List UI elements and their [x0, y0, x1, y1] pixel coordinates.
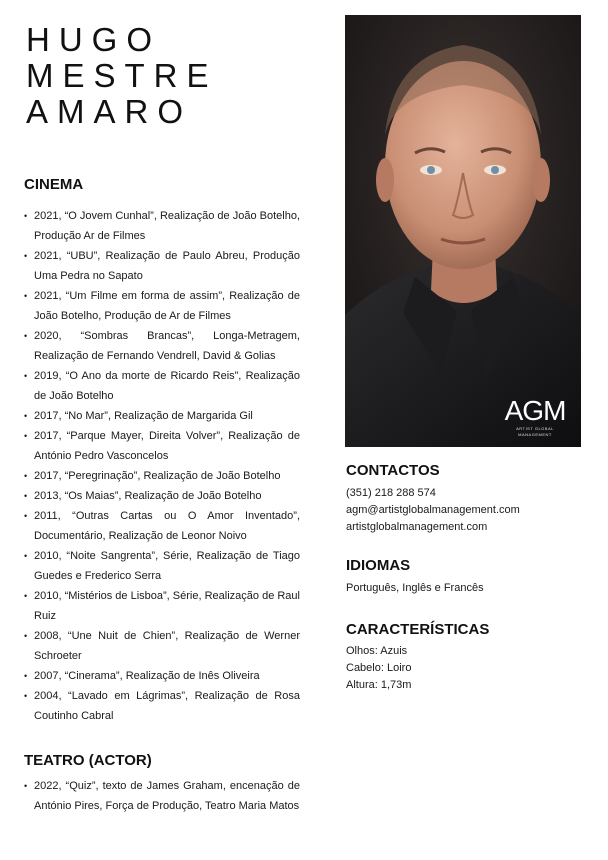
list-item: • 2017, “No Mar”, Realização de Margarida Gil — [24, 406, 300, 426]
list-item: • 2013, “Os Maias”, Realização de João Botelho — [24, 486, 300, 506]
list-item: • 2017, “Parque Mayer, Direita Volver”, Realização de António Pedro Vasconcelos — [24, 426, 300, 466]
height-value: Altura: 1,73m — [346, 679, 412, 691]
caracteristicas-heading: CARACTERÍSTICAS — [346, 621, 490, 638]
list-item: • 2007, “Cinerama”, Realização de Inês Oliveira — [24, 666, 300, 686]
name-line-last: AMARO — [26, 93, 193, 130]
actor-name — [26, 22, 218, 130]
characteristics-list — [346, 643, 411, 694]
list-item: • 2021, “UBU”, Realização de Paulo Abreu, Produção Uma Pedra no Sapato — [24, 246, 300, 286]
teatro-heading: TEATRO (ACTOR) — [24, 752, 152, 769]
list-item: • 2010, “Noite Sangrenta”, Série, Realização de Tiago Guedes e Frederico Serra — [24, 546, 300, 586]
contact-phone[interactable]: (351) 218 288 574 — [346, 487, 436, 499]
list-item: • 2008, “Une Nuit de Chien”, Realização de Werner Schroeter — [24, 626, 300, 666]
eyes-value: Olhos: Azuis — [346, 645, 408, 657]
hair-value: Cabelo: Loiro — [346, 662, 412, 674]
contactos-heading: CONTACTOS — [346, 462, 440, 479]
languages-value: Português, Inglês e Francês — [346, 582, 484, 594]
list-item: • 2011, “Outras Cartas ou O Amor Inventado”, Documentário, Realização de Leonor Noivo — [24, 506, 300, 546]
agm-logo-subtext: ARTIST GLOBAL MANAGEMENT — [516, 426, 554, 437]
agm-logo-text: AGM — [504, 395, 566, 426]
list-item: • 2004, “Lavado em Lágrimas”, Realização de Rosa Coutinho Cabral — [24, 686, 300, 726]
name-line-first: HUGO — [26, 21, 161, 58]
list-item: • 2022, “Quiz”, texto de James Graham, encenação de António Pires, Força de Produção, Teatro Maria Matos — [24, 776, 300, 816]
list-item: • 2021, “O Jovem Cunhal”, Realização de João Botelho, Produção Ar de Filmes — [24, 206, 300, 246]
list-item: • 2010, “Mistérios de Lisboa”, Série, Realização de Raul Ruiz — [24, 586, 300, 626]
list-item: • 2021, “Um Filme em forma de assim”, Realização de João Botelho, Produção de Ar de Filmes — [24, 286, 300, 326]
cinema-list — [24, 206, 300, 726]
list-item: • 2020, “Sombras Brancas”, Longa-Metragem, Realização de Fernando Vendrell, David & Golias — [24, 326, 300, 366]
headshot-photo — [345, 15, 581, 447]
contact-email[interactable]: agm@artistglobalmanagement.com — [346, 504, 520, 516]
languages-text — [346, 580, 484, 597]
cinema-heading: CINEMA — [24, 176, 84, 193]
name-line-middle: MESTRE — [26, 57, 218, 94]
list-item: • 2017, “Peregrinação”, Realização de João Botelho — [24, 466, 300, 486]
contact-details — [346, 485, 520, 536]
agm-logo — [499, 396, 571, 438]
idiomas-heading: IDIOMAS — [346, 557, 411, 574]
contact-website[interactable]: artistglobalmanagement.com — [346, 521, 488, 533]
list-item: • 2019, “O Ano da morte de Ricardo Reis”, Realização de João Botelho — [24, 366, 300, 406]
teatro-list — [24, 776, 300, 816]
